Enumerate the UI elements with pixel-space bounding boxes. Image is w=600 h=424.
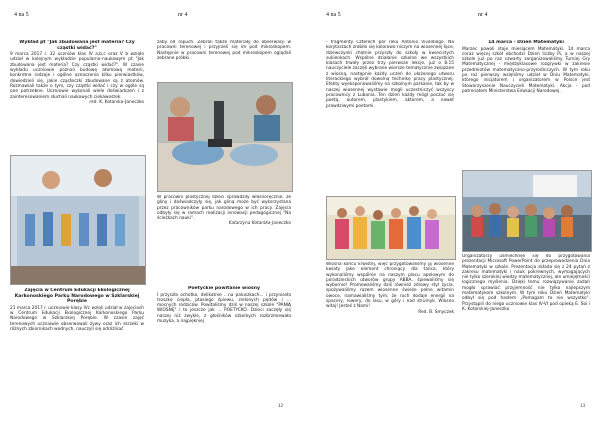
article-body-spring: I przyszła ochotko, delikatnie ...na paluszkach... i przyniosła troszkę ciepła, ptasiego śpiewu, zielonych pędów i ... mocnych rodziców. Powitaliśmy dziś w naszej szkole "PANIĄ WIOSNĘ" i to jeszcze jak ... POETYCKO. Dzieci zaczęły się naszej niż zwykle, z głośników szkolnych rozbrzmiewała muzyka, a najpiękniej	[157, 292, 291, 325]
photo-spring-class-image	[327, 197, 455, 259]
right-page	[300, 0, 600, 424]
right-col1-bottom	[326, 262, 454, 400]
article-body-spring-cont: - fragmenty Czterech pór roku Antonio Vivaldiego. Na korytarzach zrobiło się kolorowo niczym na wiosennej łące, dziewczynki chętnie przyszły do szkoły w kwiecistych sukienkach. Wspólne działanie szkolne we wszystkich klasach trwały przez trzy pierwsze lekcje, już o 8.15 nauczyciele zaczęli wybrane wiersze tematycznie związane z wiosną, następnie każdy uczeń do ułożonego utworu literackiego wybrał dowolną technikę pracy plastycznej. Efekty wyeksponowaliśmy na szkolnym parkanie, tak by w naszej wiosennej wystawie mogli uczestniczyć wszyscy pracownicy z Lubania. Ten dzień każdy mógł poczuć się poetą, autorem, plastykiem, aktorem, a nawet prawdziwymi poetami.	[326, 40, 454, 109]
left-col2-mid	[157, 195, 291, 255]
right-page-number: 13	[580, 404, 585, 409]
photo-spring-class	[326, 196, 456, 260]
article-title-eco-center: Zajęcia w Centrum Edukacji Ekologicznej Karkonoskiego Parku Narodowego w Szklarskiej Porębie	[14, 288, 140, 305]
left-header-title: 4 na 5	[14, 12, 29, 18]
article-title-lecture: Wykład pt "Jak zbudowana jest materia? Czy cząstki widać?"	[19, 40, 135, 51]
article-body-art-room: W pracowni plastycznej dzieci sprawdziły własnoręcznie, że gliny i doświadczyły się, jak gliną może być wykorzystana przez pracowników parku narodowego w ich pracy. Zajęcia odbyły się w ramach realizacji innowacji pedagogicznej "Na ścieżkach nauki".	[157, 195, 291, 222]
article-body-spring-end: Wiosna końcu krwistej, więc przygotowaliśmy ją wiosenne kwiaty jako element chroniący dla tańca, który wykonaliśmy wspólnie na naszym placu apelowym do poradzieckich utworów grupy ABBA, śpiewaliśmy się wybornie! Promowaliśmy dziś również zdrowy styl życia, spożywaliśmy razem wiosenne świeże pełne witamin owoce, namawialiśmy tym, że ruch dodaje energii na spacery, rowery, do lasu, w góry i nad strumyk. Wiosno witaj! Jesteś z Nami!	[326, 262, 454, 310]
article-title-math-day: 14 marca - Dzień Matematyki	[488, 40, 564, 45]
right-header-title: 4 na 5	[326, 12, 341, 18]
photo-lecture-image	[11, 156, 145, 284]
left-header-issue: nr 4	[178, 12, 188, 18]
right-col1-top	[326, 40, 454, 190]
article-signature-eco: Katarzyna Kotarska-Janeczko	[228, 221, 291, 227]
right-col2-bottom	[462, 254, 590, 400]
article-title-spring: Poetyckie powitanie wiosny	[188, 286, 260, 291]
photo-lecture	[10, 155, 146, 285]
article-body-lecture: 9 marca 2017 r. 32 uczniów klas IV a,b,c oraz V b wzięło udział w kolejnym wykładzie popularno-naukowym pt "Jak zbudowana jest materia? Czy cząstki widać?". W czasie wykładu uczniowie poznali budowę atomową materii, konkretne rodzaje i ogólne oznaczenia kilku pierwiastków, dowiedzieli się, jakie cząsteczki zbudowane są z atomów. Rozmawiali także o tym, czy cząstki widać i czy w ogóle są one potrzebne. Uczniowie wykonali wiele doświadczeń i z zainteresowaniem słuchali naukowych ciekawostek.	[10, 52, 144, 100]
photo-microscope-image	[158, 83, 292, 191]
article-body-math-presentation: Organizatorzy uśmiechnęli się do przygotowania prezentacji Microsoft PowerPoint do przeprowadzenia Dnia Matematyki w szkole. Prezentacja składa się z 24 pytań z zakresu matematyki i nauk pokrewnych, wymagających nie tylko szerokiej wiedzy matematycznej, ale umiejętności logicznego myślenia. Dzięki temu rozwiązywanie zadań mogło sprawiać przyjemność nie tylko najlepszym matematykom szkolnym. W tym roku Dzień Matematyki odbył się pod hasłem „Pomagam to nie wszystko". Przystąpili do niego uczniowie klas IV-VI pod opieką E. Soi i K. Kotarskiej-Janeczko	[462, 254, 590, 312]
photo-math-day-image	[463, 171, 591, 251]
right-col2-top	[462, 40, 590, 170]
photo-math-day	[462, 170, 592, 252]
left-col2-top	[157, 40, 291, 78]
left-col2-bottom	[157, 286, 291, 398]
left-page-number: 12	[278, 404, 283, 409]
left-col1-bottom	[10, 288, 144, 398]
article-body-eco-cont: żaby od ropuch. Zebrali także materiały do obserwacji w pracowni terenowej i przyjrzeli się im pod mikroskopem. Następnie w pracowni terenowej pod mikroskopem oglądali zebrane próbki.	[157, 40, 291, 61]
left-col1-top	[10, 40, 144, 148]
article-signature-spring: Red. B. Smyczek	[418, 309, 454, 315]
photo-microscope	[157, 82, 293, 192]
article-body-math-day: Marzec powoli stoje miesiącem Matematyki. 14 marca coraz więcej szkół obchodzi Dzień liczby Pi, a w naszej szkole już po raz czwarty zorganizowaliśmy Turniej Gry Matematycznej - międzyklasowe rozgrywki w zakresie przedmiotów matematyczno-przyrodniczych. W tym roku po raz pierwszy wzięliśmy udział w Dniu Matematyki, którego inicjatorem i organizatorem w Polsce jest Stowarzyszenie Nauczycieli Matematyki. Akcja - pod patronatem Ministerstwa Edukacji Narodowej.	[462, 46, 590, 94]
right-header-issue: nr 4	[478, 12, 488, 18]
article-body-eco-center: 21 marca 2017 r. uczniowie klasy IVc wzięli udział w zajęciach w Centrum Edukacji Ekologicznej Karkonoskiego Parku Narodowego w Szklarskiej Porębie. W czasie zajęć terenowych uczniowie obserwowali żywy oraz ich skrzeki w różnych zbiornikach wodnych, nauczyli się odróżniać	[10, 305, 144, 332]
article-signature-lecture: red. K. Kotarska-Janeczko	[89, 99, 144, 105]
